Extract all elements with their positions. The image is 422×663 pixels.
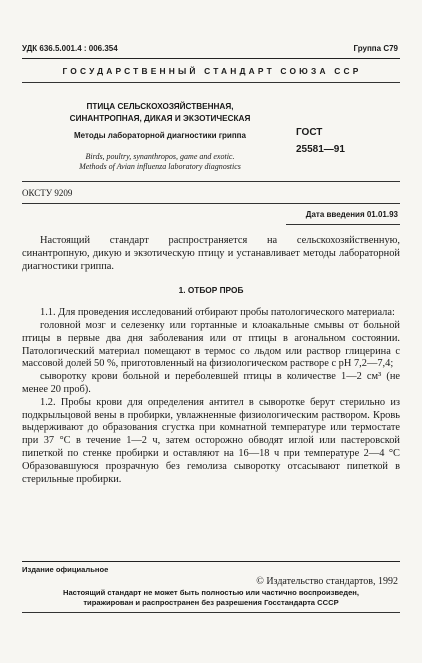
- english-title-2: Methods of Avian influenza laboratory diagnostics: [79, 162, 241, 171]
- header-divider-2: [22, 82, 400, 83]
- notice-line-1: Настоящий стандарт не может быть полностью или частично воспроизведен,: [62, 588, 360, 597]
- udk-code: УДК 636.5.001.4 : 006.354: [22, 44, 118, 53]
- paragraph-1-1: 1.1. Для проведения исследований отбирают пробы патологического материала:: [40, 307, 395, 319]
- group-code: Группа С79: [353, 44, 398, 53]
- section-heading: 1. ОТБОР ПРОБ: [178, 285, 244, 296]
- standard-line: ГОСУДАРСТВЕННЫЙ СТАНДАРТ СОЮЗА ССР: [62, 66, 362, 76]
- paragraph-material: головной мозг и селезенку или гортанные и клоакальные смывы от больной птицы в первые два дня заболевания или от птицы в агональном состоянии. Патологический материал помещают в термос со льдом или раствор глицерина с массовой долей 50 %, приготовленный на физиологическом растворе с pH 7,2—7,4;: [22, 319, 400, 370]
- okstu-divider: [22, 203, 400, 204]
- footer-divider: [22, 561, 400, 562]
- subtitle: Методы лабораторной диагностики гриппа: [74, 131, 246, 140]
- main-text: [22, 235, 400, 486]
- title-line-2: СИНАНТРОПНАЯ, ДИКАЯ И ЭКЗОТИЧЕСКАЯ: [69, 114, 251, 123]
- gost-label: ГОСТ: [296, 127, 323, 138]
- okstu-code: ОКСТУ 9209: [22, 188, 73, 198]
- notice-line-2: тиражирован и распространен без разрешения Госстандарта СССР: [83, 598, 339, 607]
- footer-bottom-divider: [22, 612, 400, 613]
- title-divider: [22, 181, 400, 182]
- gost-number: 25581—91: [296, 144, 345, 155]
- title-line-1: ПТИЦА СЕЛЬСКОХОЗЯЙСТВЕННАЯ,: [86, 102, 234, 111]
- date-intro: Дата введения 01.01.93: [305, 210, 398, 219]
- paragraph-1-2: 1.2. Пробы крови для определения антител в сыворотке берут стерильно из подкрыльцовой вены в пробирки, увлажненные физиологическим раствором. Кровь выдерживают до образования сгустка при комнатной температуре или термостате при 37 °С в течение 1—2 ч, затем осторожно обводят иглой или пастеровской пипеткой по стенке пробирки и оставляют на 16—18 ч при температуре 2—4 °С Образовавшуюся прозрачную без гемолиза сыворотку отсасывают пипеткой в стерильные пробирки.: [22, 396, 400, 485]
- english-title-1: Birds, poultry, synanthropos, game and exotic.: [85, 152, 235, 161]
- intro-paragraph: Настоящий стандарт распространяется на сельскохозяйственную, синантропную, дикую и экзотическую птицу и устанавливает методы лабораторной диагностики гриппа.: [22, 235, 400, 272]
- date-underline: [286, 224, 400, 225]
- paragraph-serum: сыворотку крови больной и переболевшей птицы в количестве 1—2 см³ (не менее 20 проб).: [22, 371, 400, 395]
- official-edition: Издание официальное: [22, 565, 109, 574]
- header-divider: [22, 58, 400, 59]
- copyright: © Издательство стандартов, 1992: [256, 576, 398, 587]
